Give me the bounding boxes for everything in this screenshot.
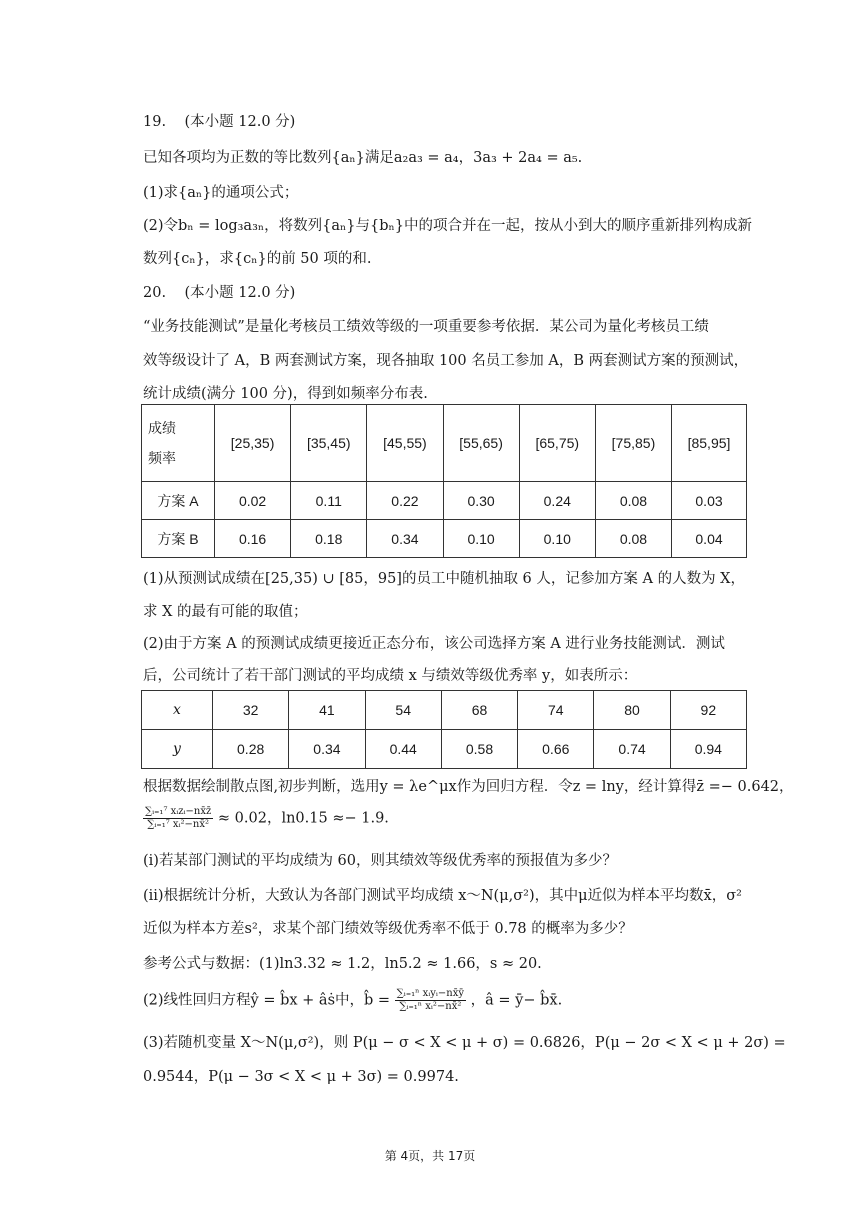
table-cell: 0.66 xyxy=(518,730,594,769)
table-row xyxy=(142,520,747,558)
table-cell: 0.02 xyxy=(215,482,291,520)
table-cell: 0.16 xyxy=(215,520,291,558)
table-cell: 74 xyxy=(518,691,594,730)
q20-intro-line2: 效等级设计了 A，B 两套测试方案，现各抽取 100 名员工参加 A，B 两套测试方案的预测试， xyxy=(143,353,749,369)
table-cell: 0.22 xyxy=(367,482,443,520)
table-cell: 41 xyxy=(289,691,365,730)
table-cell: 0.04 xyxy=(672,520,747,558)
q19-part2-line1: (2)令bₙ = log₃a₃ₙ，将数列{aₙ}与{bₙ}中的项合并在一起，按从小到大的顺序重新排列构成新 xyxy=(143,218,753,234)
column-header: [25,35) xyxy=(215,405,291,482)
table-row xyxy=(142,691,747,730)
table-cell: 0.34 xyxy=(367,520,443,558)
table-cell: 0.10 xyxy=(519,520,595,558)
column-header: [45,55) xyxy=(367,405,443,482)
regression-fraction-numerator: ∑ᵢ₌₁ⁿ xᵢyᵢ−nx̄ȳ xyxy=(396,988,465,999)
q20-part1-line1: (1)从预测试成绩在[25,35) ∪ [85，95]的员工中随机抽取 6 人，记参加方案 A 的人数为 X， xyxy=(143,571,746,587)
reference-2-tail: ，â = ȳ− b̂x̄. xyxy=(470,992,563,1009)
q20-part2-line1: (2)由于方案 A 的预测试成绩更接近正态分布，该公司选择方案 A 进行业务技能测试．测试 xyxy=(143,636,725,652)
column-header: [65,75) xyxy=(519,405,595,482)
q20-intro-line1: “业务技能测试”是量化考核员工绩效等级的一项重要参考依据．某公司为量化考核员工绩 xyxy=(143,319,709,335)
table-cell: 0.58 xyxy=(441,730,517,769)
table-cell: 0.94 xyxy=(670,730,746,769)
frequency-table xyxy=(141,404,747,558)
regression-fraction-denominator: ∑ᵢ₌₁ⁿ xᵢ²−nx̄² xyxy=(399,1001,462,1012)
table-cell: 0.08 xyxy=(595,482,671,520)
sum-fraction-numerator: ∑ᵢ₌₁⁷ xᵢzᵢ−nx̄z̄ xyxy=(145,806,212,817)
row-label: y xyxy=(142,730,213,769)
q19-part1: (1)求{aₙ}的通项公式； xyxy=(143,185,299,201)
column-header: [75,85) xyxy=(595,405,671,482)
table-row xyxy=(142,730,747,769)
q19-part2-line2: 数列{cₙ}，求{cₙ}的前 50 项的和. xyxy=(143,251,372,267)
q19-number: 19. xyxy=(143,114,167,130)
table-cell: 32 xyxy=(213,691,289,730)
table-cell: 0.44 xyxy=(365,730,441,769)
column-header: [55,65) xyxy=(443,405,519,482)
q20-score: (本小题 12.0 分) xyxy=(184,285,296,301)
row-label: 方案 B xyxy=(142,520,215,558)
q20-formula-line xyxy=(143,806,760,831)
q20-reference-1: 参考公式与数据：(1)ln3.32 ≈ 1.2，ln5.2 ≈ 1.66，s ≈ 20. xyxy=(143,956,542,972)
row-label: 方案 A xyxy=(142,482,215,520)
q20-number: 20. xyxy=(143,285,167,301)
table-cell: 0.30 xyxy=(443,482,519,520)
table-cell: 92 xyxy=(670,691,746,730)
table-row xyxy=(142,482,747,520)
reference-2-prefix: (2)线性回归方程ŷ = b̂x + âṡ中，b̂ = xyxy=(143,992,391,1009)
table-cell: 0.18 xyxy=(291,520,367,558)
page-footer: 第 4页，共 17页 xyxy=(384,1149,476,1163)
frequency-table-header-row xyxy=(142,405,747,482)
xy-table xyxy=(141,690,747,769)
table-cell: 0.08 xyxy=(595,520,671,558)
table-cell: 0.74 xyxy=(594,730,670,769)
q20-part2-line2: 后，公司统计了若干部门测试的平均成绩 x 与绩效等级优秀率 y，如表所示： xyxy=(143,668,638,684)
q20-sub-ii-line1: (ⅱ)根据统计分析，大致认为各部门测试平均成绩 x～N(μ,σ²)，其中μ近似为样本平均数x̄，σ² xyxy=(143,888,742,904)
q20-model-line: 根据数据绘制散点图,初步判断，选用y = λe^μx作为回归方程．令z = lny，经计算得z̄ =− 0.642， xyxy=(143,779,794,795)
table-cell: 68 xyxy=(441,691,517,730)
q20-reference-3-line2: 0.9544，P(μ − 3σ < X < μ + 3σ) = 0.9974. xyxy=(143,1069,459,1085)
column-header: [35,45) xyxy=(291,405,367,482)
q19-score: (本小题 12.0 分) xyxy=(184,114,296,130)
sum-fraction-tail: ≈ 0.02，ln0.15 ≈− 1.9. xyxy=(217,810,389,827)
q20-reference-2 xyxy=(143,988,760,1013)
row-label: x xyxy=(142,691,213,730)
q20-sub-i: (ⅰ)若某部门测试的平均成绩为 60，则其绩效等级优秀率的预报值为多少？ xyxy=(143,853,618,869)
table-cell: 0.10 xyxy=(443,520,519,558)
q19-heading xyxy=(143,111,760,133)
table-cell: 0.11 xyxy=(291,482,367,520)
q20-heading xyxy=(143,282,760,304)
q20-part1-line2: 求 X 的最有可能的取值； xyxy=(143,604,308,620)
table-cell: 80 xyxy=(594,691,670,730)
q20-intro-line3: 统计成绩(满分 100 分)，得到如频率分布表. xyxy=(143,386,428,402)
sum-fraction xyxy=(143,806,213,831)
table-cell: 0.28 xyxy=(213,730,289,769)
table-cell: 0.24 xyxy=(519,482,595,520)
table-cell: 54 xyxy=(365,691,441,730)
q19-stem: 已知各项均为正数的等比数列{aₙ}满足a₂a₃ = a₄，3a₃ + 2a₄ = a₅. xyxy=(143,150,583,166)
q20-reference-3-line1: (3)若随机变量 X～N(μ,σ²)，则 P(μ − σ < X < μ + σ) = 0.6826，P(μ − 2σ < X < μ + 2σ) = xyxy=(143,1035,786,1051)
corner-label-score: 成绩 xyxy=(148,420,176,436)
table-cell: 0.03 xyxy=(672,482,747,520)
sum-fraction-denominator: ∑ᵢ₌₁⁷ xᵢ²−nx̄² xyxy=(147,819,210,830)
q20-sub-ii-line2: 近似为样本方差s²，求某个部门绩效等级优秀率不低于 0.78 的概率为多少？ xyxy=(143,921,633,937)
corner-label-frequency: 频率 xyxy=(148,450,176,466)
table-cell: 0.34 xyxy=(289,730,365,769)
regression-fraction xyxy=(395,988,466,1013)
column-header: [85,95] xyxy=(672,405,747,482)
frequency-table-corner xyxy=(142,405,215,482)
